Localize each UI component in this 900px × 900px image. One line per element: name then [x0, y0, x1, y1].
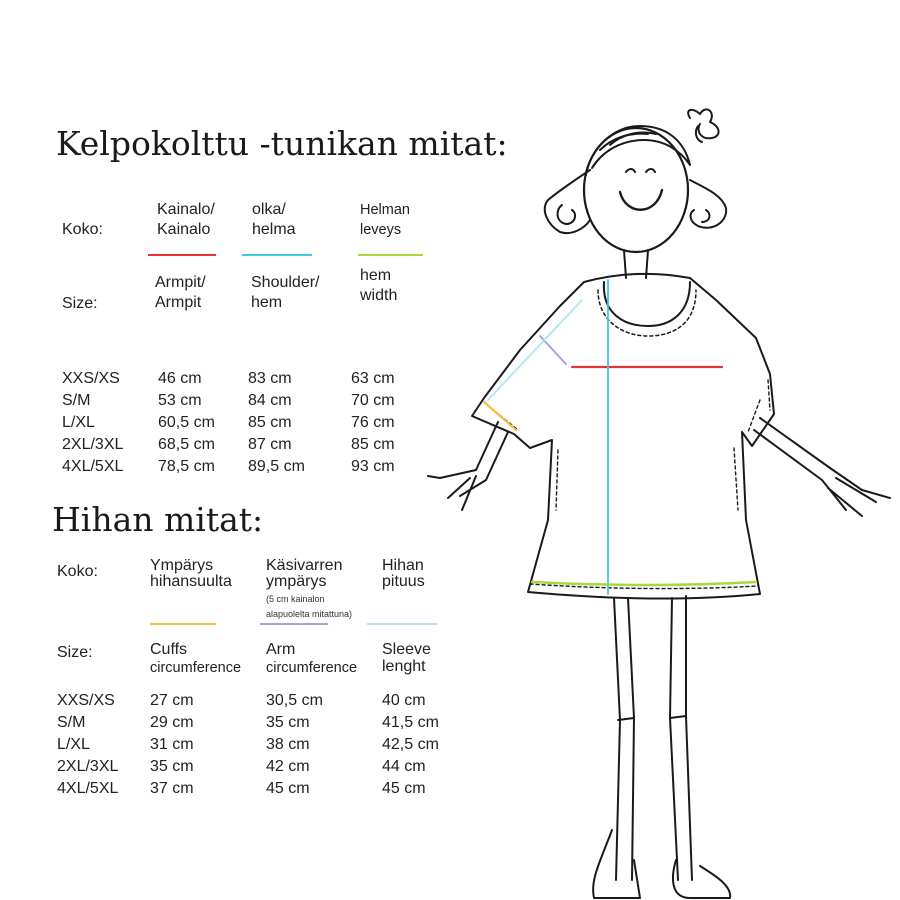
sleeve-size-label: Size:: [57, 644, 93, 661]
table-cell: 4XL/5XL: [57, 780, 119, 797]
table-cell: 42,5 cm: [382, 736, 439, 753]
table-cell: XXS/XS: [62, 370, 120, 387]
smile: [620, 190, 662, 210]
table-cell: 44 cm: [382, 758, 426, 775]
table-cell: 68,5 cm: [158, 436, 215, 453]
leg-right: [670, 596, 692, 880]
cuffs-header-en-2: circumference: [150, 660, 242, 676]
table-cell: 31 cm: [150, 736, 194, 753]
cuffs-header-fi: Ympärys hihansuulta: [150, 557, 232, 590]
table-cell: 93 cm: [351, 458, 395, 475]
table-cell: 38 cm: [266, 736, 310, 753]
hand-right: [822, 468, 890, 516]
table-cell: 27 cm: [150, 692, 194, 709]
arm-left: [476, 422, 508, 480]
hair-curl-left: [557, 205, 575, 224]
cuffs-header-en-1: Cuffs: [150, 641, 188, 658]
table-cell: 63 cm: [351, 370, 395, 387]
cuff-measure-line: [484, 402, 516, 430]
table-cell: 2XL/3XL: [57, 758, 119, 775]
table-cell: 35 cm: [266, 714, 310, 731]
boot-right: [670, 716, 730, 898]
table-cell: XXS/XS: [57, 692, 115, 709]
neckline: [604, 282, 690, 326]
table-cell: 30,5 cm: [266, 692, 323, 709]
table-cell: 42 cm: [266, 758, 310, 775]
hair-bow: [688, 109, 718, 138]
table-cell: 29 cm: [150, 714, 194, 731]
table-cell: 87 cm: [248, 436, 292, 453]
table-cell: 78,5 cm: [158, 458, 215, 475]
table-cell: 53 cm: [158, 392, 202, 409]
leg-left: [614, 598, 634, 880]
hem-measure-line: [532, 582, 756, 585]
length-header-fi: Hihan pituus: [382, 557, 425, 590]
table-cell: 35 cm: [150, 758, 194, 775]
table-cell: 4XL/5XL: [62, 458, 124, 475]
length-header-en-1: Sleeve: [382, 641, 431, 658]
arm-header-en-1: Arm: [266, 641, 296, 658]
length-header-en-2: lenght: [382, 658, 426, 675]
armpit-header-fi: Kainalo/ Kainalo: [157, 201, 215, 238]
table-cell: 2XL/3XL: [62, 436, 124, 453]
arm-header-fi: Käsivarren ympärys: [266, 557, 343, 590]
table-cell: 70 cm: [351, 392, 395, 409]
table-cell: 76 cm: [351, 414, 395, 431]
table-cell: 46 cm: [158, 370, 202, 387]
shoulder-header-fi: olka/ helma: [252, 201, 296, 238]
hand-left: [428, 470, 486, 510]
hem-header-en: hem width: [360, 267, 398, 304]
tunic-koko-label: Koko:: [62, 221, 103, 238]
tunic-title: Kelpokolttu -tunikan mitat:: [56, 124, 508, 163]
armpit-header-en: Armpit/ Armpit: [155, 274, 206, 311]
shoulder-header-en: Shoulder/ hem: [251, 274, 320, 311]
table-cell: 41,5 cm: [382, 714, 439, 731]
arm-header-note: (5 cm kainalon alapuolelta mitattuna): [266, 594, 353, 619]
table-cell: 60,5 cm: [158, 414, 215, 431]
table-cell: 45 cm: [266, 780, 310, 797]
hair-curl-right: [702, 210, 709, 222]
table-cell: 83 cm: [248, 370, 292, 387]
table-cell: 37 cm: [150, 780, 194, 797]
table-cell: S/M: [57, 714, 86, 731]
eye-left: [626, 169, 635, 172]
arm-header-en-2: circumference: [266, 660, 358, 676]
hem-header-fi: Helman leveys: [360, 202, 410, 238]
table-cell: 89,5 cm: [248, 458, 305, 475]
eye-right: [646, 169, 655, 172]
table-cell: L/XL: [57, 736, 90, 753]
table-cell: L/XL: [62, 414, 95, 431]
table-cell: S/M: [62, 392, 91, 409]
table-cell: 85 cm: [248, 414, 292, 431]
table-cell: 84 cm: [248, 392, 292, 409]
sleeve-title: Hihan mitat:: [52, 500, 264, 539]
table-cell: 85 cm: [351, 436, 395, 453]
tunic-size-label: Size:: [62, 295, 98, 312]
sleeve-measure-line: [488, 300, 582, 400]
table-cell: 40 cm: [382, 692, 426, 709]
dress-outline: [472, 274, 774, 599]
table-cell: 45 cm: [382, 780, 426, 797]
sleeve-koko-label: Koko:: [57, 563, 98, 580]
